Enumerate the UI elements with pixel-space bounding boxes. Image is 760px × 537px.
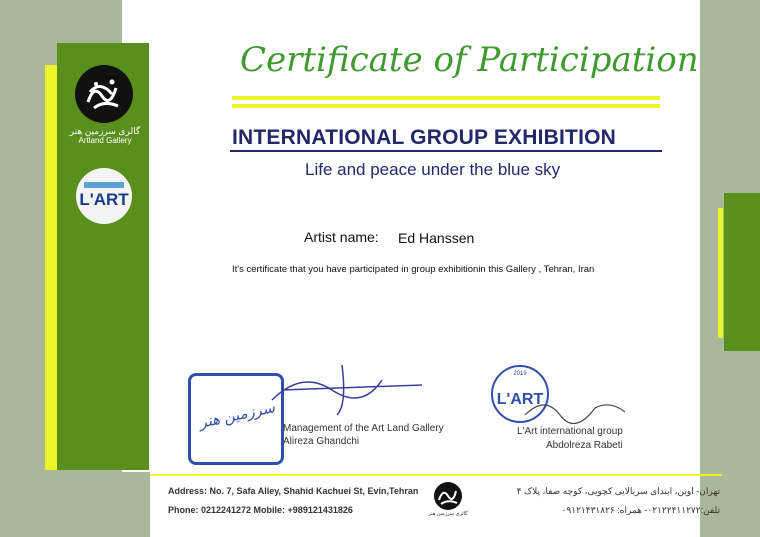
stamp-text: سرزمین هنر — [197, 399, 277, 432]
artist-name-label: Artist name: — [304, 229, 379, 245]
seal-text: L'ART — [496, 391, 544, 408]
seal-year: 2019 — [513, 371, 527, 377]
footer-address: Address: No. 7, Safa Alley, Shahid Kachuei St, Evin,Tehran — [168, 486, 419, 496]
artland-logo — [75, 65, 133, 123]
logo-caption-english: Artland Gallery — [78, 136, 132, 145]
left-signatory-title: Management of the Art Land Gallery — [283, 423, 444, 434]
footer-divider — [150, 474, 722, 476]
lart-badge — [76, 168, 132, 224]
lart-badge-text: L'ART — [79, 190, 129, 209]
right-green-block — [724, 193, 760, 351]
footer-calligraphy-icon — [434, 482, 462, 510]
signature-right — [520, 390, 630, 430]
footer-phone: Phone: 0212241272 Mobile: +989121431826 — [168, 505, 353, 515]
lart-badge-stripe — [84, 182, 124, 188]
artland-logo-caption — [68, 126, 142, 146]
yellow-accent-strip — [45, 65, 57, 470]
right-signatory-title: L'Art international group — [517, 426, 623, 437]
title-underline-top — [232, 96, 660, 100]
title-underline-bottom — [232, 104, 660, 108]
exhibition-subtitle: Life and peace under the blue sky — [305, 160, 561, 179]
footer-logo — [434, 482, 462, 510]
artland-calligraphy-icon — [82, 74, 126, 114]
participation-statement: It's certificate that you have participated in group exhibitionin this Gallery , Tehran, Iran — [232, 264, 595, 275]
logo-caption-persian: گالری سرزمین هنر — [69, 126, 141, 136]
headline-underline — [230, 150, 662, 152]
certificate-title: Certificate of Participation — [240, 40, 699, 80]
exhibition-headline: INTERNATIONAL GROUP EXHIBITION — [232, 126, 617, 149]
left-signatory-name: Alireza Ghandchi — [283, 436, 360, 447]
right-yellow-accent — [718, 208, 723, 338]
footer-address-persian: تهران- اوین، ابتدای سربالایی کچویی، کوچه صفا، پلاک ۴ — [516, 486, 720, 496]
signature-left — [262, 360, 432, 420]
footer-phone-persian: تلفن:۰۲۱۲۲۴۱۱۲۷۲- همراه: ۰۹۱۲۱۴۳۱۸۲۶ — [561, 505, 720, 515]
footer-logo-caption: گالری سرزمین هنر — [428, 511, 468, 517]
right-signatory-name: Abdolreza Rabeti — [546, 440, 623, 451]
artist-name-value: Ed Hanssen — [398, 230, 475, 246]
